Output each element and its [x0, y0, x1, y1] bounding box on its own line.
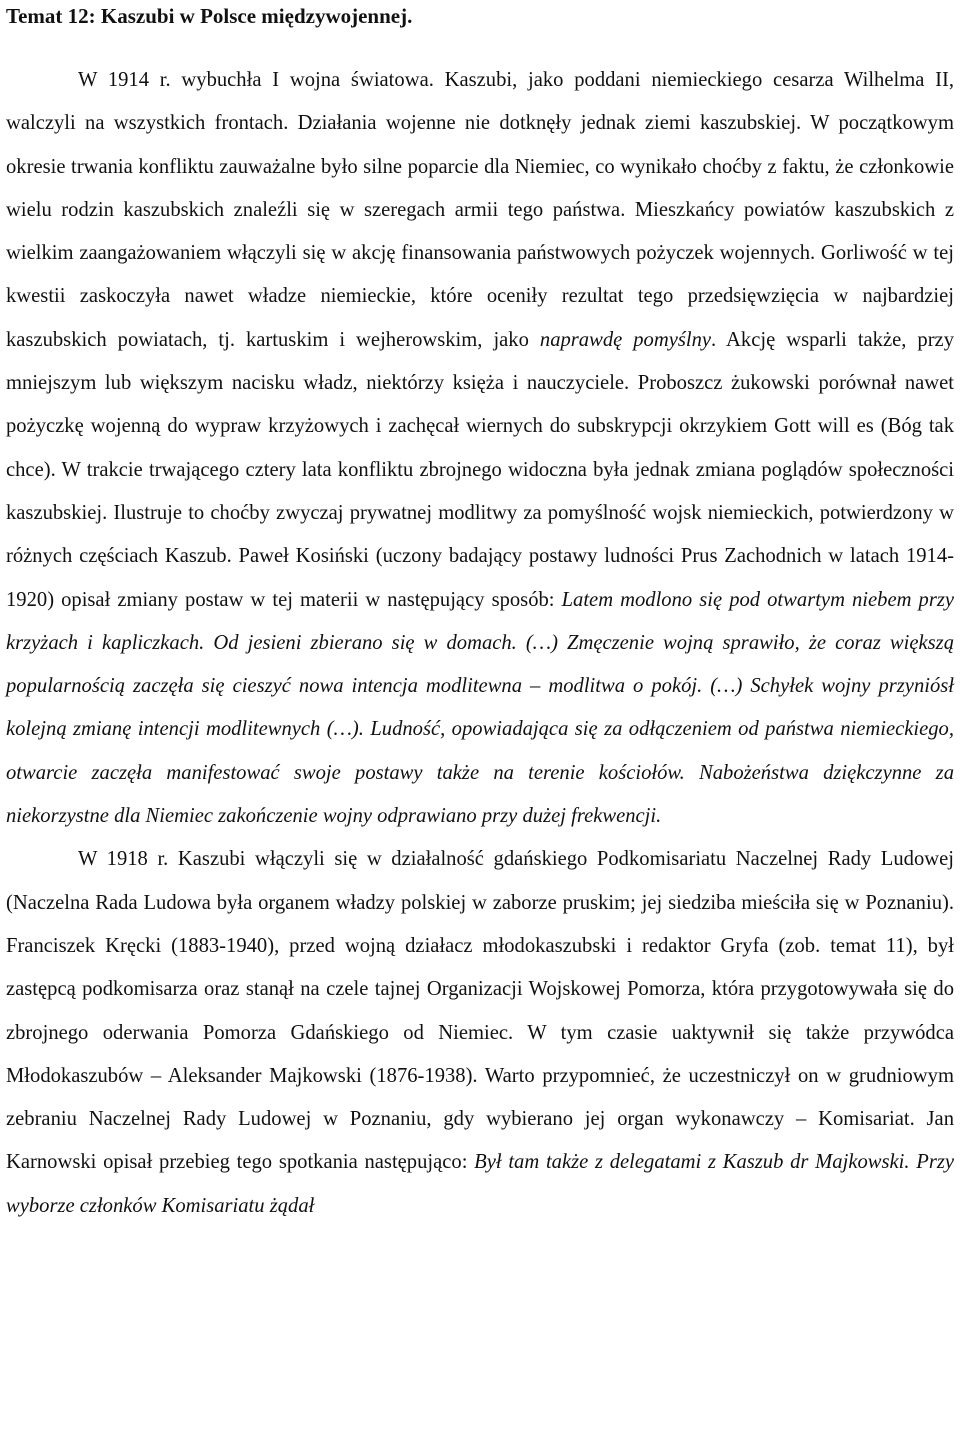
paragraph-wwi — [6, 59, 954, 838]
paragraph-1918 — [6, 838, 954, 1228]
paragraph-text: . Akcję wsparli także, przy mniejszym lub większym nacisku władz, niektórzy księża i nauczyciele. Proboszcz żukowski porównał nawet pożyczkę wojenną do wypraw krzyżowych i zachęcał wiernych do subskrypcji okrzykiem Gott will es (Bóg tak chce). W trakcie trwającego cztery lata konfliktu zbrojnego widoczna była jednak zmiana poglądów społeczności kaszubskiej. Ilustruje to choćby zwyczaj prywatnej modlitwy za pomyślność wojsk niemieckich, potwierdzony w różnych częściach Kaszub. Paweł Kosiński (uczony badający postawy ludności Prus Zachodnich w latach 1914-1920) opisał zmiany postaw w tej materii w następujący sposób: — [6, 328, 954, 611]
paragraph-text: W 1914 r. wybuchła I wojna światowa. Kaszubi, jako poddani niemieckiego cesarza Wilhelma II, walczyli na wszystkich frontach. Działania wojenne nie dotknęły jednak ziemi kaszubskiej. W początkowym okresie trwania konfliktu zauważalne było silne poparcie dla Niemiec, co wynikało choćby z faktu, że członkowie wielu rodzin kaszubskich znaleźli się w szeregach armii tego państwa. Mieszkańcy powiatów kaszubskich z wielkim zaangażowaniem włączyli się w akcję finansowania państwowych pożyczek wojennych. Gorliwość w tej kwestii zaskoczyła nawet władze niemieckie, które oceniły rezultat tego przedsięwzięcia w najbardziej kaszubskich powiatach, tj. kartuskim i wejherowskim, jako — [6, 69, 954, 351]
quote-italic: naprawdę pomyślny — [539, 328, 712, 351]
quote-italic: Latem modlono się pod otwartym niebem przy krzyżach i kapliczkach. Od jesieni zbierano się w domach. (…) Zmęczenie wojną sprawiło, że coraz większą popularnością zaczęła się cieszyć nowa intencja modlitewna – modlitwa o pokój. (…) Schyłek wojny przyniósł kolejną zmianę intencji modlitewnych (…). Ludność, opowiadająca się za odłączeniem od państwa niemieckiego, otwarcie zaczęła manifestować swoje postawy także na terenie kościołów. Nabożeństwa dziękczynne za niekorzystne dla Niemiec zakończenie wojny odprawiano przy dużej frekwencji. — [6, 588, 954, 828]
paragraph-text: W 1918 r. Kaszubi włączyli się w działalność gdańskiego Podkomisariatu Naczelnej Rady Ludowej (Naczelna Rada Ludowa była organem władzy polskiej w zaborze pruskim; jej siedziba mieściła się w Poznaniu). Franciszek Kręcki (1883-1940), przed wojną działacz młodokaszubski i redaktor Gryfa (zob. temat 11), był zastępcą podkomisarza oraz stanął na czele tajnej Organizacji Wojskowej Pomorza, która przygotowywała się do zbrojnego oderwania Pomorza Gdańskiego od Niemiec. W tym czasie uaktywnił się także przywódca Młodokaszubów – Aleksander Majkowski (1876-1938). Warto przypomnieć, że uczestniczył on w grudniowym zebraniu Naczelnej Rady Ludowej w Poznaniu, gdy wybierano jej organ wykonawczy – Komisariat. Jan Karnowski opisał przebieg tego spotkania następująco: — [6, 848, 954, 1174]
document-title: Temat 12: Kaszubi w Polsce międzywojennej. — [6, 4, 413, 28]
quote-italic: Był tam także z delegatami z Kaszub dr Majkowski. Przy wyborze członków Komisariatu żądał — [6, 1151, 954, 1217]
document-page — [6, 0, 954, 1228]
